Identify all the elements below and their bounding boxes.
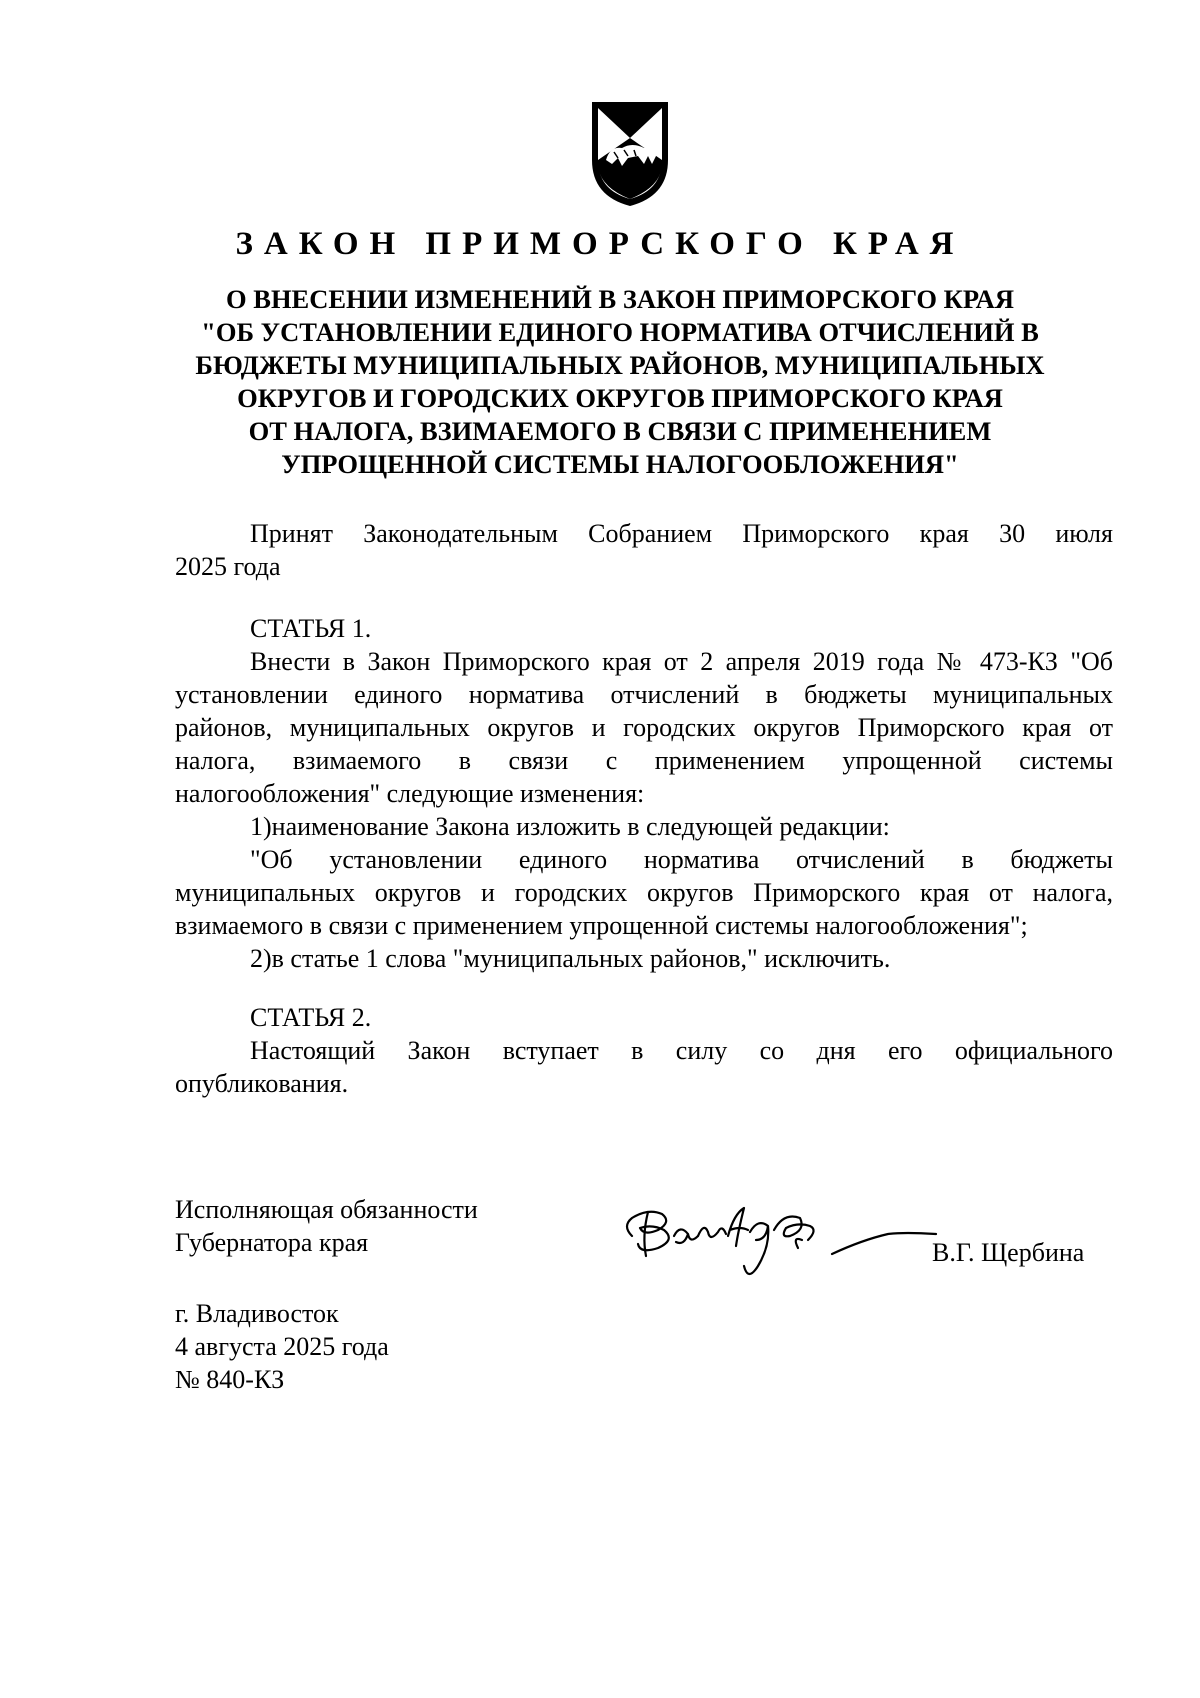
law-number: № 840-КЗ — [175, 1365, 285, 1394]
coat-of-arms-icon — [588, 98, 672, 210]
article-line: опубликования. — [175, 1069, 349, 1098]
subject-line: "ОБ УСТАНОВЛЕНИИ ЕДИНОГО НОРМАТИВА ОТЧИСЛЕНИЙ В — [201, 317, 1039, 347]
article-line: Внести в Закон Приморского края от 2 апреля 2019 года № 473-КЗ "Об — [250, 647, 1113, 676]
position-line: Губернатора края — [175, 1228, 369, 1257]
article-line: Настоящий Закон вступает в силу со дня его официального — [250, 1036, 1113, 1065]
handwritten-signature — [618, 1196, 938, 1286]
article-line: взимаемого в связи с применением упрощенной системы налогообложения"; — [175, 911, 1028, 940]
article-heading: СТАТЬЯ 2. — [250, 1003, 372, 1032]
adoption-note — [175, 517, 1113, 583]
subject-line: ОТ НАЛОГА, ВЗИМАЕМОГО В СВЯЗИ С ПРИМЕНЕНИЕМ — [248, 416, 992, 446]
signatory-name: В.Г. Щербина — [932, 1238, 1085, 1267]
article-line: "Об установлении единого норматива отчислений в бюджеты — [250, 845, 1113, 874]
article-line: муниципальных округов и городских округов Приморского края от налога, — [175, 878, 1113, 907]
article-1 — [175, 612, 1113, 975]
article-line: 1)наименование Закона изложить в следующей редакции: — [250, 812, 890, 841]
adoption-line: Принят Законодательным Собранием Приморского края 30 июля — [250, 519, 1113, 548]
law-title: ЗАКОН ПРИМОРСКОГО КРАЯ — [235, 226, 965, 262]
law-subject — [160, 283, 1080, 481]
article-line: налогообложения" следующие изменения: — [175, 779, 645, 808]
place-and-date — [175, 1297, 389, 1396]
position-line: Исполняющая обязанности — [175, 1195, 478, 1224]
article-line: 2)в статье 1 слова "муниципальных районов," исключить. — [250, 944, 891, 973]
article-2 — [175, 1001, 1113, 1100]
article-line: районов, муниципальных округов и городских округов Приморского края от — [175, 713, 1113, 742]
subject-line: УПРОЩЕННОЙ СИСТЕМЫ НАЛОГООБЛОЖЕНИЯ" — [281, 449, 959, 479]
article-line: налога, взимаемого в связи с применением упрощенной системы — [175, 746, 1113, 775]
article-heading: СТАТЬЯ 1. — [250, 614, 372, 643]
subject-line: БЮДЖЕТЫ МУНИЦИПАЛЬНЫХ РАЙОНОВ, МУНИЦИПАЛЬНЫХ — [195, 350, 1045, 380]
signatory-position — [175, 1193, 478, 1259]
city: г. Владивосток — [175, 1299, 339, 1328]
adoption-line: 2025 года — [175, 552, 281, 581]
subject-line: ОКРУГОВ И ГОРОДСКИХ ОКРУГОВ ПРИМОРСКОГО КРАЯ — [237, 383, 1003, 413]
article-line: установлении единого норматива отчислений в бюджеты муниципальных — [175, 680, 1113, 709]
date: 4 августа 2025 года — [175, 1332, 389, 1361]
subject-line: О ВНЕСЕНИИ ИЗМЕНЕНИЙ В ЗАКОН ПРИМОРСКОГО КРАЯ — [226, 284, 1014, 314]
